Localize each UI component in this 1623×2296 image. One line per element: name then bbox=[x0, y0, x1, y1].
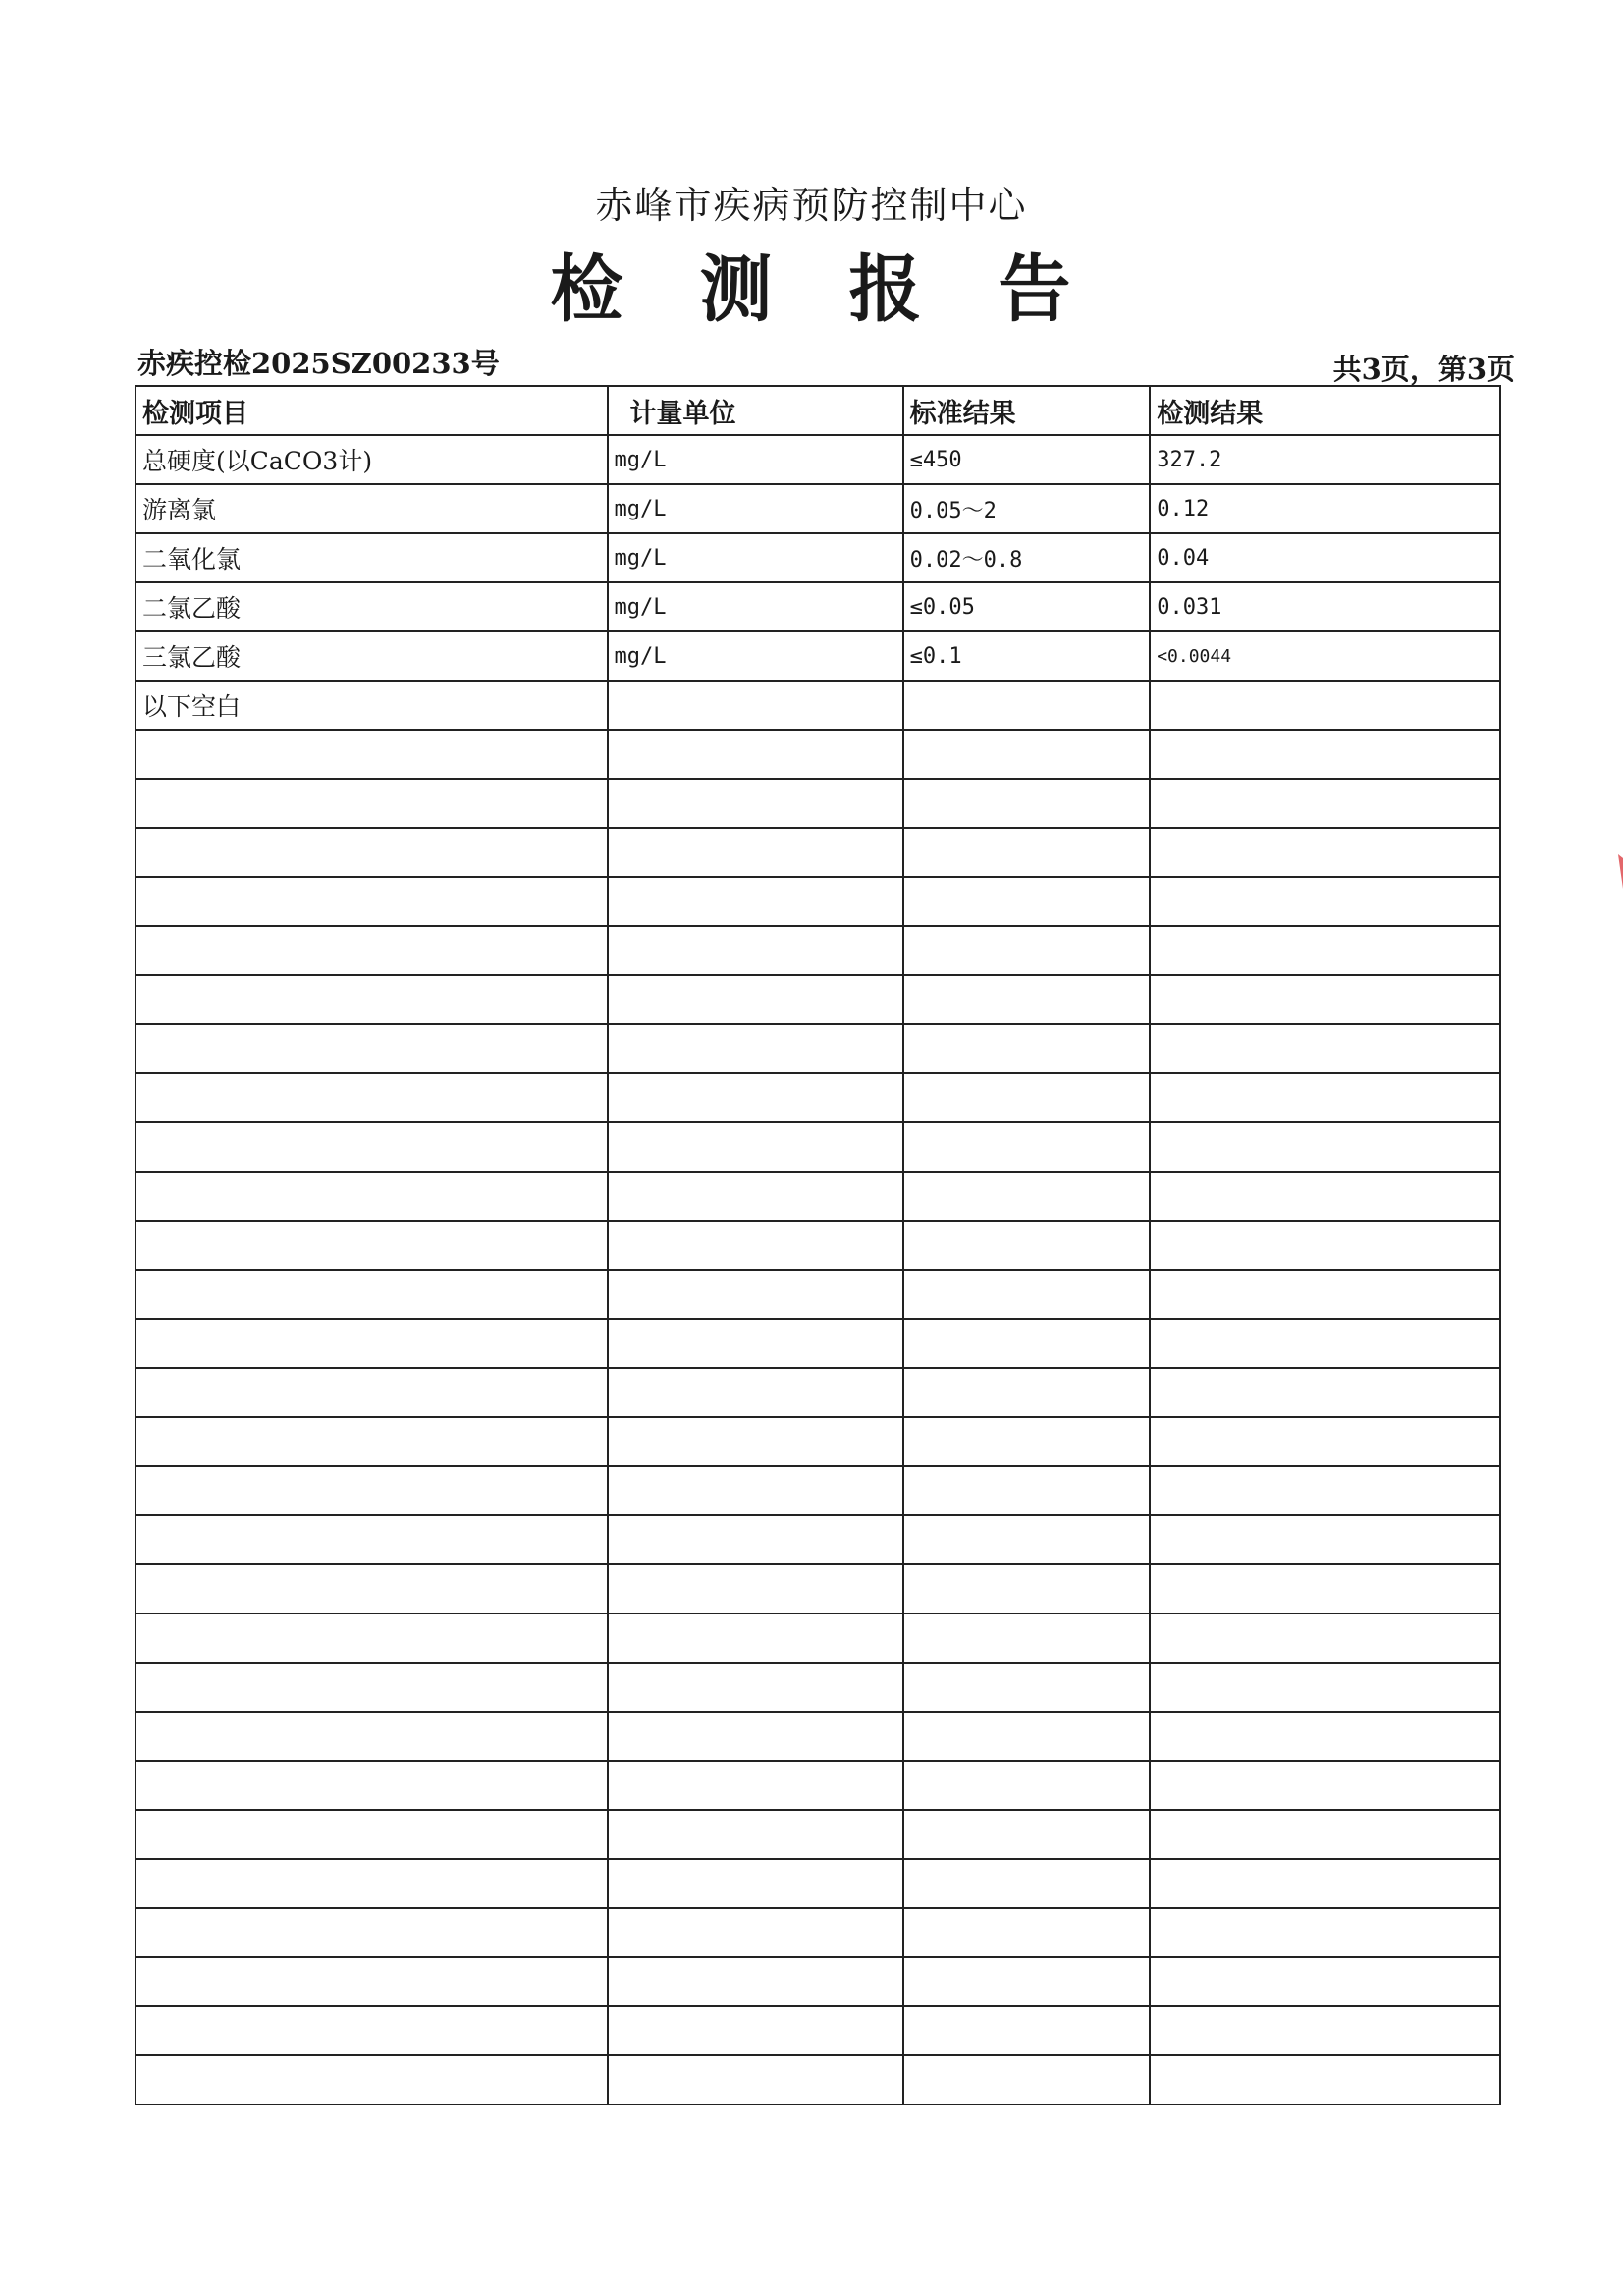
empty-cell bbox=[903, 1172, 1151, 1221]
empty-cell bbox=[903, 1564, 1151, 1613]
empty-cell bbox=[135, 1957, 608, 2006]
empty-row bbox=[135, 1172, 1500, 1221]
empty-cell bbox=[608, 1270, 903, 1319]
empty-cell bbox=[608, 1957, 903, 2006]
empty-cell bbox=[608, 1810, 903, 1859]
table-row bbox=[135, 582, 1500, 631]
empty-cell bbox=[903, 2006, 1151, 2055]
empty-cell bbox=[135, 1270, 608, 1319]
empty-cell bbox=[608, 779, 903, 828]
table-header-row bbox=[135, 386, 1500, 435]
empty-cell bbox=[135, 828, 608, 877]
empty-row bbox=[135, 1417, 1500, 1466]
empty-cell bbox=[903, 1810, 1151, 1859]
empty-row bbox=[135, 1221, 1500, 1270]
empty-cell bbox=[135, 1024, 608, 1073]
red-seal-fragment bbox=[1584, 712, 1623, 1036]
empty-cell bbox=[1150, 1810, 1500, 1859]
header-result: 检测结果 bbox=[1150, 386, 1500, 435]
empty-cell bbox=[135, 2055, 608, 2105]
empty-cell bbox=[1150, 2055, 1500, 2105]
cell-standard: 0.02～0.8 bbox=[903, 533, 1151, 582]
empty-cell bbox=[135, 1319, 608, 1368]
empty-cell bbox=[1150, 1270, 1500, 1319]
empty-cell bbox=[608, 1368, 903, 1417]
title-char: 报 bbox=[848, 247, 924, 332]
empty-cell bbox=[1150, 1564, 1500, 1613]
empty-cell bbox=[1150, 975, 1500, 1024]
empty-cell bbox=[608, 681, 903, 730]
empty-cell bbox=[1150, 1319, 1500, 1368]
empty-cell bbox=[608, 1613, 903, 1663]
empty-cell bbox=[608, 1073, 903, 1122]
empty-cell bbox=[135, 1515, 608, 1564]
empty-cell bbox=[1150, 1221, 1500, 1270]
empty-row bbox=[135, 1859, 1500, 1908]
cell-item: 游离氯 bbox=[135, 484, 608, 533]
empty-cell bbox=[608, 1417, 903, 1466]
empty-cell bbox=[1150, 1122, 1500, 1172]
empty-cell bbox=[903, 1663, 1151, 1712]
empty-cell bbox=[903, 926, 1151, 975]
cell-result: 0.04 bbox=[1150, 533, 1500, 582]
cell-unit: mg/L bbox=[608, 533, 903, 582]
empty-cell bbox=[608, 877, 903, 926]
empty-cell bbox=[1150, 779, 1500, 828]
empty-cell bbox=[1150, 877, 1500, 926]
empty-cell bbox=[903, 975, 1151, 1024]
cell-unit: mg/L bbox=[608, 582, 903, 631]
cell-item: 三氯乙酸 bbox=[135, 631, 608, 681]
cell-unit: mg/L bbox=[608, 631, 903, 681]
empty-cell bbox=[135, 2006, 608, 2055]
empty-cell bbox=[1150, 1712, 1500, 1761]
empty-cell bbox=[1150, 681, 1500, 730]
empty-cell bbox=[608, 926, 903, 975]
empty-cell bbox=[903, 877, 1151, 926]
header-unit: 计量单位 bbox=[608, 386, 903, 435]
empty-cell bbox=[1150, 1761, 1500, 1810]
empty-cell bbox=[903, 1712, 1151, 1761]
empty-row bbox=[135, 2055, 1500, 2105]
page-info: 共3页，第3页 bbox=[1332, 353, 1515, 386]
empty-cell bbox=[608, 1761, 903, 1810]
empty-row bbox=[135, 1810, 1500, 1859]
empty-row bbox=[135, 1957, 1500, 2006]
empty-row bbox=[135, 730, 1500, 779]
empty-cell bbox=[903, 1613, 1151, 1663]
empty-row bbox=[135, 1319, 1500, 1368]
empty-cell bbox=[135, 1221, 608, 1270]
empty-cell bbox=[1150, 1466, 1500, 1515]
cell-standard: ≤0.1 bbox=[903, 631, 1151, 681]
title-char: 告 bbox=[998, 247, 1073, 332]
empty-cell bbox=[1150, 926, 1500, 975]
empty-cell bbox=[135, 1122, 608, 1172]
empty-cell bbox=[608, 1908, 903, 1957]
empty-cell bbox=[608, 1859, 903, 1908]
empty-row bbox=[135, 1466, 1500, 1515]
empty-row bbox=[135, 1073, 1500, 1122]
empty-cell bbox=[903, 1417, 1151, 1466]
empty-cell bbox=[1150, 1859, 1500, 1908]
empty-cell bbox=[1150, 1515, 1500, 1564]
empty-row bbox=[135, 877, 1500, 926]
empty-cell bbox=[135, 1172, 608, 1221]
empty-cell bbox=[903, 1957, 1151, 2006]
empty-cell bbox=[135, 975, 608, 1024]
empty-cell bbox=[608, 1564, 903, 1613]
report-number: 赤疾控检2025SZ00233号 bbox=[137, 347, 500, 380]
empty-row bbox=[135, 828, 1500, 877]
empty-cell bbox=[608, 730, 903, 779]
empty-row bbox=[135, 1270, 1500, 1319]
empty-cell bbox=[903, 1122, 1151, 1172]
empty-cell bbox=[903, 681, 1151, 730]
cell-standard: ≤450 bbox=[903, 435, 1151, 484]
empty-cell bbox=[608, 1466, 903, 1515]
table-row bbox=[135, 484, 1500, 533]
empty-row bbox=[135, 1663, 1500, 1712]
empty-cell bbox=[903, 1515, 1151, 1564]
empty-cell bbox=[1150, 1024, 1500, 1073]
empty-cell bbox=[608, 975, 903, 1024]
empty-cell bbox=[903, 1368, 1151, 1417]
empty-cell bbox=[1150, 1663, 1500, 1712]
empty-cell bbox=[903, 1466, 1151, 1515]
empty-cell bbox=[903, 779, 1151, 828]
empty-cell bbox=[903, 1073, 1151, 1122]
cell-result: 0.031 bbox=[1150, 582, 1500, 631]
cell-unit: mg/L bbox=[608, 484, 903, 533]
empty-cell bbox=[1150, 828, 1500, 877]
empty-cell bbox=[903, 1024, 1151, 1073]
title-char: 测 bbox=[699, 247, 775, 332]
empty-cell bbox=[135, 1368, 608, 1417]
result-table bbox=[135, 385, 1501, 2105]
empty-row bbox=[135, 1024, 1500, 1073]
blank-note-row bbox=[135, 681, 1500, 730]
empty-cell bbox=[608, 1663, 903, 1712]
empty-row bbox=[135, 1368, 1500, 1417]
organization-name: 赤峰市疾病预防控制中心 bbox=[595, 184, 1028, 227]
empty-row bbox=[135, 1761, 1500, 1810]
empty-cell bbox=[135, 1712, 608, 1761]
empty-cell bbox=[1150, 1073, 1500, 1122]
empty-cell bbox=[903, 1221, 1151, 1270]
empty-cell bbox=[1150, 1417, 1500, 1466]
cell-result: <0.0044 bbox=[1150, 631, 1500, 681]
empty-cell bbox=[608, 1024, 903, 1073]
empty-cell bbox=[1150, 1172, 1500, 1221]
empty-cell bbox=[135, 730, 608, 779]
empty-row bbox=[135, 779, 1500, 828]
table-row bbox=[135, 435, 1500, 484]
empty-cell bbox=[135, 1564, 608, 1613]
empty-row bbox=[135, 1515, 1500, 1564]
empty-cell bbox=[903, 1270, 1151, 1319]
empty-cell bbox=[1150, 1957, 1500, 2006]
seal-star bbox=[1618, 854, 1623, 889]
empty-cell bbox=[135, 1466, 608, 1515]
empty-cell bbox=[1150, 1908, 1500, 1957]
cell-standard: 0.05～2 bbox=[903, 484, 1151, 533]
cell-standard: ≤0.05 bbox=[903, 582, 1151, 631]
empty-cell bbox=[1150, 2006, 1500, 2055]
table-row bbox=[135, 533, 1500, 582]
empty-cell bbox=[608, 1122, 903, 1172]
empty-row bbox=[135, 1564, 1500, 1613]
empty-cell bbox=[608, 1515, 903, 1564]
empty-cell bbox=[135, 1908, 608, 1957]
empty-cell bbox=[608, 1172, 903, 1221]
empty-cell bbox=[135, 1859, 608, 1908]
empty-cell bbox=[903, 730, 1151, 779]
title-char: 检 bbox=[550, 247, 625, 332]
blank-note: 以下空白 bbox=[135, 681, 608, 730]
report-title bbox=[0, 232, 1623, 336]
cell-item: 二氯乙酸 bbox=[135, 582, 608, 631]
empty-cell bbox=[608, 1221, 903, 1270]
empty-cell bbox=[135, 1761, 608, 1810]
empty-cell bbox=[903, 1319, 1151, 1368]
empty-row bbox=[135, 926, 1500, 975]
empty-cell bbox=[608, 828, 903, 877]
header-standard: 标准结果 bbox=[903, 386, 1151, 435]
empty-cell bbox=[903, 828, 1151, 877]
empty-cell bbox=[135, 779, 608, 828]
empty-cell bbox=[608, 1319, 903, 1368]
cell-item: 总硬度(以CaCO3计) bbox=[135, 435, 608, 484]
empty-row bbox=[135, 2006, 1500, 2055]
empty-cell bbox=[135, 926, 608, 975]
empty-row bbox=[135, 1122, 1500, 1172]
empty-cell bbox=[135, 1073, 608, 1122]
empty-cell bbox=[135, 1417, 608, 1466]
empty-cell bbox=[608, 2055, 903, 2105]
empty-cell bbox=[135, 1613, 608, 1663]
empty-cell bbox=[903, 1859, 1151, 1908]
cell-result: 0.12 bbox=[1150, 484, 1500, 533]
empty-row bbox=[135, 1613, 1500, 1663]
header-item: 检测项目 bbox=[135, 386, 608, 435]
empty-cell bbox=[135, 1663, 608, 1712]
empty-cell bbox=[1150, 730, 1500, 779]
empty-cell bbox=[1150, 1368, 1500, 1417]
empty-cell bbox=[903, 1908, 1151, 1957]
cell-item: 二氧化氯 bbox=[135, 533, 608, 582]
empty-cell bbox=[608, 2006, 903, 2055]
empty-row bbox=[135, 1712, 1500, 1761]
table-row bbox=[135, 631, 1500, 681]
empty-row bbox=[135, 975, 1500, 1024]
empty-cell bbox=[903, 2055, 1151, 2105]
empty-cell bbox=[135, 1810, 608, 1859]
cell-result: 327.2 bbox=[1150, 435, 1500, 484]
empty-cell bbox=[1150, 1613, 1500, 1663]
empty-row bbox=[135, 1908, 1500, 1957]
empty-cell bbox=[608, 1712, 903, 1761]
empty-cell bbox=[135, 877, 608, 926]
cell-unit: mg/L bbox=[608, 435, 903, 484]
empty-cell bbox=[903, 1761, 1151, 1810]
